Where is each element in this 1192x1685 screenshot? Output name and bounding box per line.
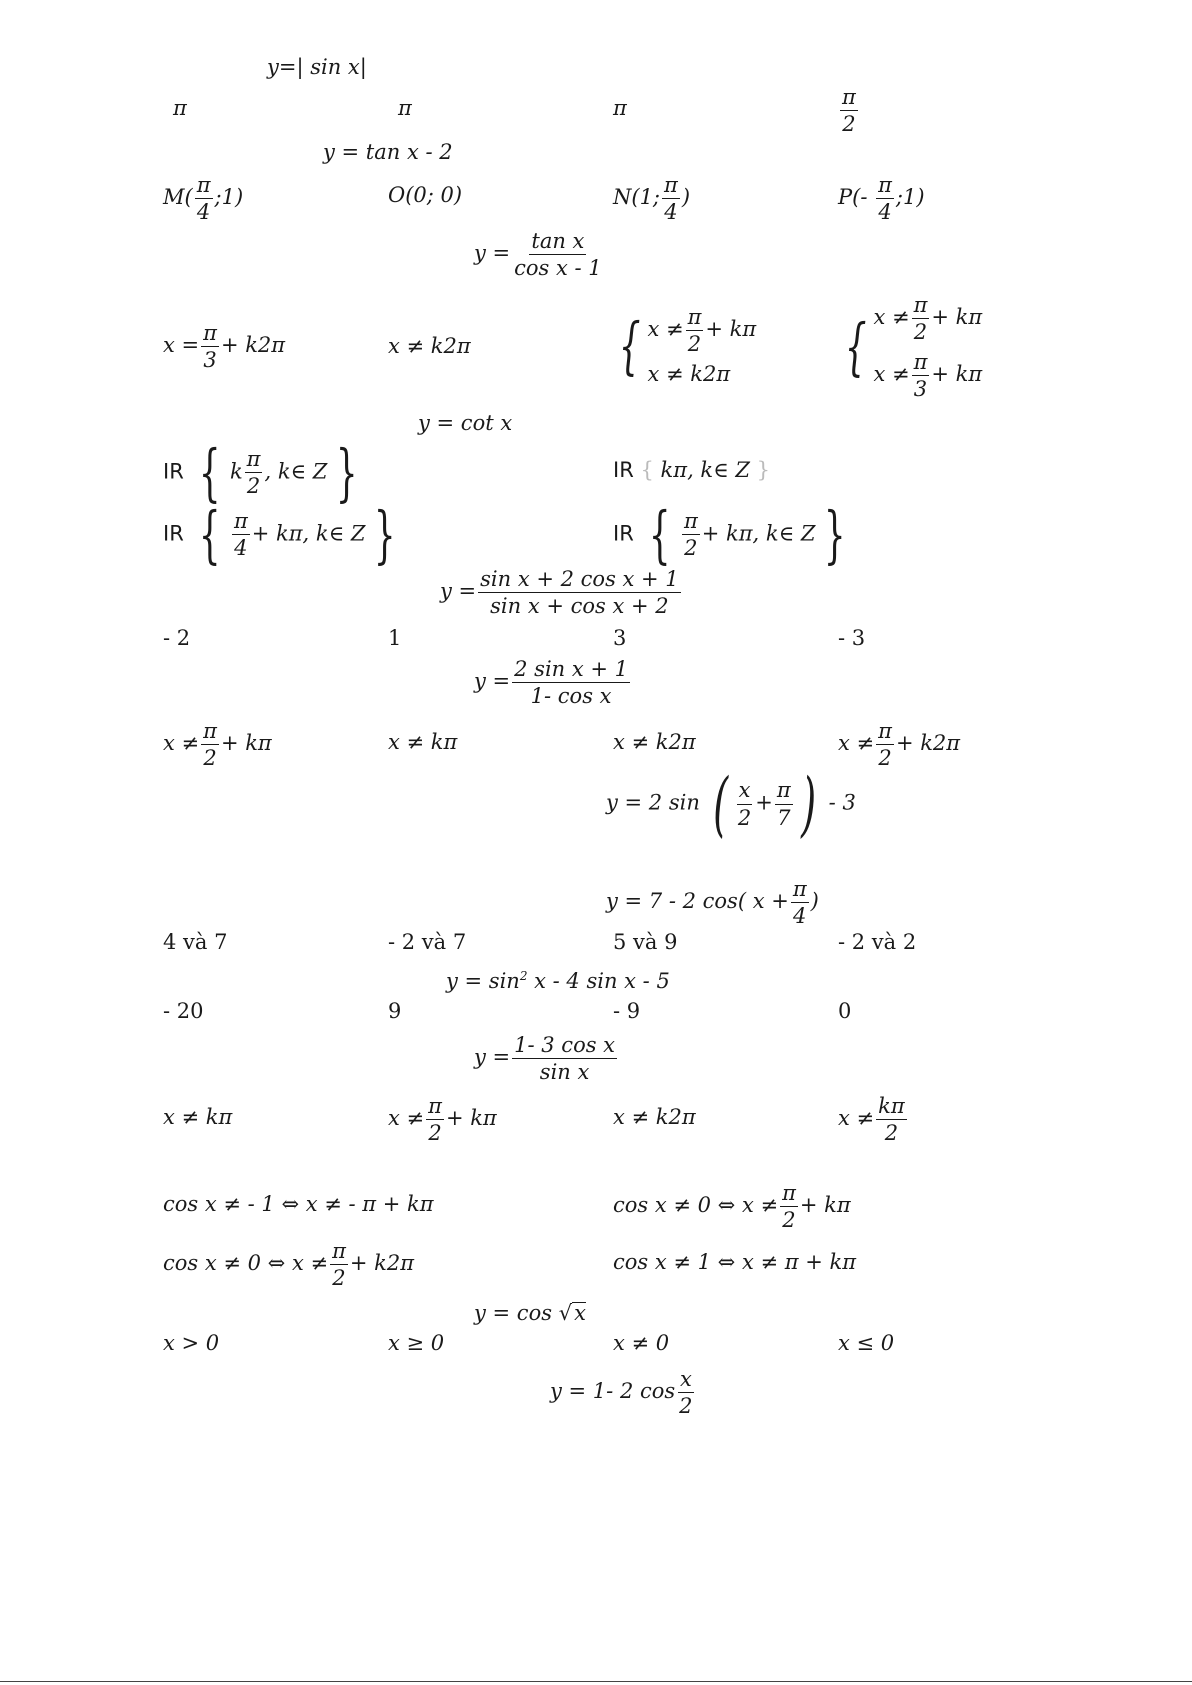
q3-option-d[interactable]: { x ≠ $\frac{\pi}{2}$ + kπ x ≠ $\frac{\pi}{3}$ + kπ [844, 293, 983, 402]
q9-option-d[interactable]: 0 [838, 999, 852, 1023]
q8-option-a[interactable]: 4 và 7 [163, 930, 228, 954]
q8-equation: y = 7 - 2 cos( x + $\frac{\pi}{4}$ ) [606, 877, 819, 929]
q10-option-a[interactable]: x ≠ kπ [163, 1105, 233, 1129]
q4-option-d[interactable]: IR { $\frac{\pi}{2}$ + kπ, k∈ Z } [613, 498, 847, 571]
q1-option-b[interactable]: π [398, 96, 412, 120]
q4-option-b[interactable]: IR { kπ, k∈ Z } [613, 458, 771, 482]
q5-option-b[interactable]: 1 [388, 626, 402, 650]
q10-option-d[interactable]: x ≠ $\frac{k\pi}{2}$ [838, 1094, 905, 1146]
q4-option-a[interactable]: IR { k $\frac{\pi}{2}$ , k∈ Z } [163, 436, 358, 509]
left-brace-icon: { [844, 310, 867, 384]
q2-option-a[interactable]: M( $\frac{\pi}{4}$ ;1) [163, 173, 244, 225]
q11-option-a[interactable]: cos x ≠ - 1 ⇔ x ≠ - π + kπ [163, 1192, 434, 1216]
q8-option-b[interactable]: - 2 và 7 [388, 930, 467, 954]
q6-option-a[interactable]: x ≠ $\frac{\pi}{2}$ + kπ [163, 719, 272, 771]
q5-equation: y = $\frac{\text{sin x + 2 cos x + 1}}{\text{sin x + cos x + 2}}$ [440, 567, 679, 619]
q5-option-d[interactable]: - 3 [838, 626, 866, 650]
q5-option-a[interactable]: - 2 [163, 626, 191, 650]
q1-option-d[interactable]: $\frac{\pi}{2}$ [842, 85, 856, 137]
q3-option-b[interactable]: x ≠ k2π [388, 334, 471, 358]
q8-option-d[interactable]: - 2 và 2 [838, 930, 917, 954]
q4-option-c[interactable]: IR { $\frac{\pi}{4}$ + kπ, k∈ Z } [163, 498, 397, 571]
q3-equation: y = $\frac{\text{tan x}}{\text{cos x - 1}}$ [474, 229, 602, 281]
q6-equation: y = $\frac{\text{2 sin x + 1}}{\text{1- cos x}}$ [474, 657, 629, 709]
q2-option-d[interactable]: P(- $\frac{\pi}{4}$ ;1) [838, 173, 925, 225]
q10-option-c[interactable]: x ≠ k2π [613, 1105, 696, 1129]
q10-equation: y = $\frac{\text{1- 3 cos x}}{\text{sin x}}$ [474, 1033, 616, 1085]
q9-option-b[interactable]: 9 [388, 999, 402, 1023]
q6-option-d[interactable]: x ≠ $\frac{\pi}{2}$ + k2π [838, 719, 961, 771]
q11-option-d[interactable]: cos x ≠ 1 ⇔ x ≠ π + kπ [613, 1250, 857, 1274]
q12-option-d[interactable]: x ≤ 0 [838, 1331, 895, 1355]
q9-option-c[interactable]: - 9 [613, 999, 641, 1023]
q1-equation: y=| sin x| [267, 55, 367, 79]
q1-option-c[interactable]: π [613, 96, 627, 120]
q1-option-a[interactable]: π [173, 96, 187, 120]
q11-option-c[interactable]: cos x ≠ 0 ⇔ x ≠ $\frac{\pi}{2}$ + k2π [163, 1239, 415, 1291]
q5-option-c[interactable]: 3 [613, 626, 627, 650]
q12-option-c[interactable]: x ≠ 0 [613, 1331, 670, 1355]
q11-option-b[interactable]: cos x ≠ 0 ⇔ x ≠ $\frac{\pi}{2}$ + kπ [613, 1181, 851, 1233]
left-brace-icon: { [618, 309, 641, 383]
q12-equation: y = cos √x [474, 1301, 586, 1325]
q7-equation: y = 2 sin ( $\frac{x}{2}$ + $\frac{\pi}{7}$ ) - 3 [606, 763, 856, 845]
q2-option-c[interactable]: N(1; $\frac{\pi}{4}$ ) [613, 173, 691, 225]
q6-option-c[interactable]: x ≠ k2π [613, 730, 696, 754]
q4-equation: y = cot x [418, 411, 513, 435]
q3-option-a[interactable]: x = $\frac{\pi}{3}$ + k2π [163, 321, 286, 373]
q13-equation: y = 1- 2 cos $\frac{x}{2}$ [550, 1367, 693, 1419]
q9-equation: $y = \sin^2 x - 4$ sin x - 5 [446, 969, 670, 993]
page-bottom-border [0, 1681, 1192, 1682]
q8-option-c[interactable]: 5 và 9 [613, 930, 678, 954]
q10-option-b[interactable]: x ≠ $\frac{\pi}{2}$ + kπ [388, 1094, 497, 1146]
q12-option-b[interactable]: x ≥ 0 [388, 1331, 445, 1355]
q12-option-a[interactable]: x > 0 [163, 1331, 220, 1355]
q3-option-c[interactable]: { x ≠ $\frac{\pi}{2}$ + kπ x ≠ k2π [618, 305, 757, 387]
q2-option-b[interactable]: O(0; 0) [388, 183, 463, 207]
q9-option-a[interactable]: - 20 [163, 999, 204, 1023]
q6-option-b[interactable]: x ≠ kπ [388, 730, 458, 754]
q2-equation: y = tan x - 2 [323, 140, 453, 164]
